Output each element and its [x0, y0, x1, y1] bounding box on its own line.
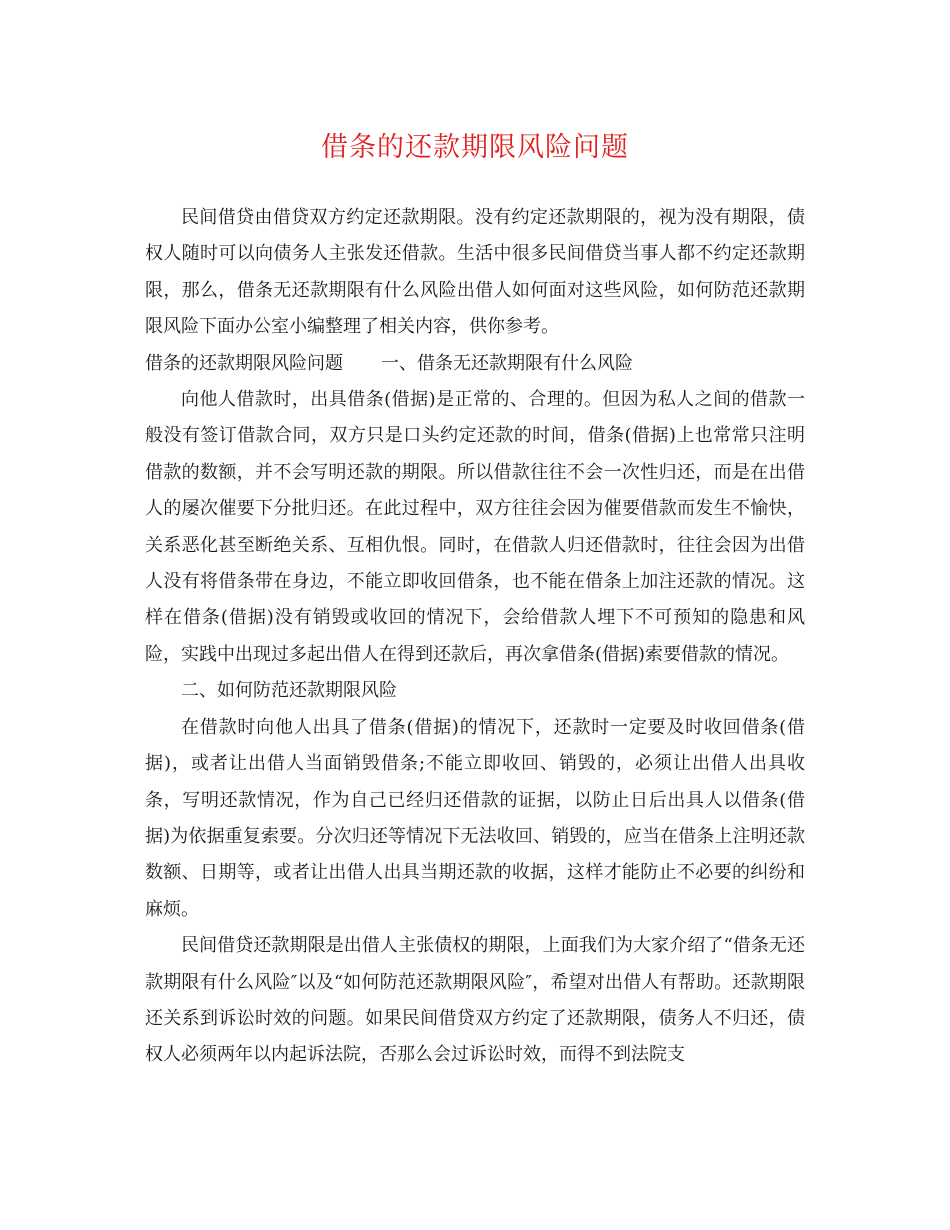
- section-heading-2: 二、如何防范还款期限风险: [181, 680, 397, 702]
- document-title: 借条的还款期限风险问题: [321, 132, 629, 163]
- paragraph-intro: 民间借贷由借贷双方约定还款期限。没有约定还款期限的，视为没有期限，债权人随时可以向债务人主张发还借款。生活中很多民间借贷当事人都不约定还款期限，那么，借条无还款期限有什么风险出借人如何面对这些风险，如何防范还款期限风险下面办公室小编整理了相关内容，供你参考。: [145, 207, 805, 338]
- heading-line-right: 一、借条无还款期限有什么风险: [381, 352, 633, 374]
- heading-line-left: 借条的还款期限风险问题: [145, 352, 343, 374]
- paragraph-conclusion: 民间借贷还款期限是出借人主张债权的期限，上面我们为大家介绍了“借条无还款期限有什么风险″以及“如何防范还款期限风险″，希望对出借人有帮助。还款期限还关系到诉讼时效的问题。如果民间借贷双方约定了还款期限，债务人不归还，债权人必须两年以内起诉法院，否那么会过诉讼时效，而得不到法院支: [145, 935, 805, 1066]
- document-body: [145, 200, 805, 1074]
- paragraph-prevention: 在借款时向他人出具了借条(借据)的情况下，还款时一定要及时收回借条(借据)，或者让出借人当面销毁借条;不能立即收回、销毁的，必须让出借人出具收条，写明还款情况，作为自己已经归还借款的证据，以防止日后出具人以借条(借据)为依据重复索要。分次归还等情况下无法收回、销毁的，应当在借条上注明还款数额、日期等，或者让出借人出具当期还款的收据，这样才能防止不必要的纠纷和麻烦。: [145, 716, 805, 920]
- heading-line: [145, 346, 805, 382]
- paragraph-risk: 向他人借款时，出具借条(借据)是正常的、合理的。但因为私人之间的借款一般没有签订借款合同，双方只是口头约定还款的时间，借条(借据)上也常常只注明借款的数额，并不会写明还款的期限。所以借款往往不会一次性归还，而是在出借人的屡次催要下分批归还。在此过程中，双方往往会因为催要借款而发生不愉快，关系恶化甚至断绝关系、互相仇恨。同时，在借款人归还借款时，往往会因为出借人没有将借条带在身边，不能立即收回借条，也不能在借条上加注还款的情况。这样在借条(借据)没有销毁或收回的情况下，会给借款人埋下不可预知的隐患和风险，实践中出现过多起出借人在得到还款后，再次拿借条(借据)索要借款的情况。: [145, 389, 805, 665]
